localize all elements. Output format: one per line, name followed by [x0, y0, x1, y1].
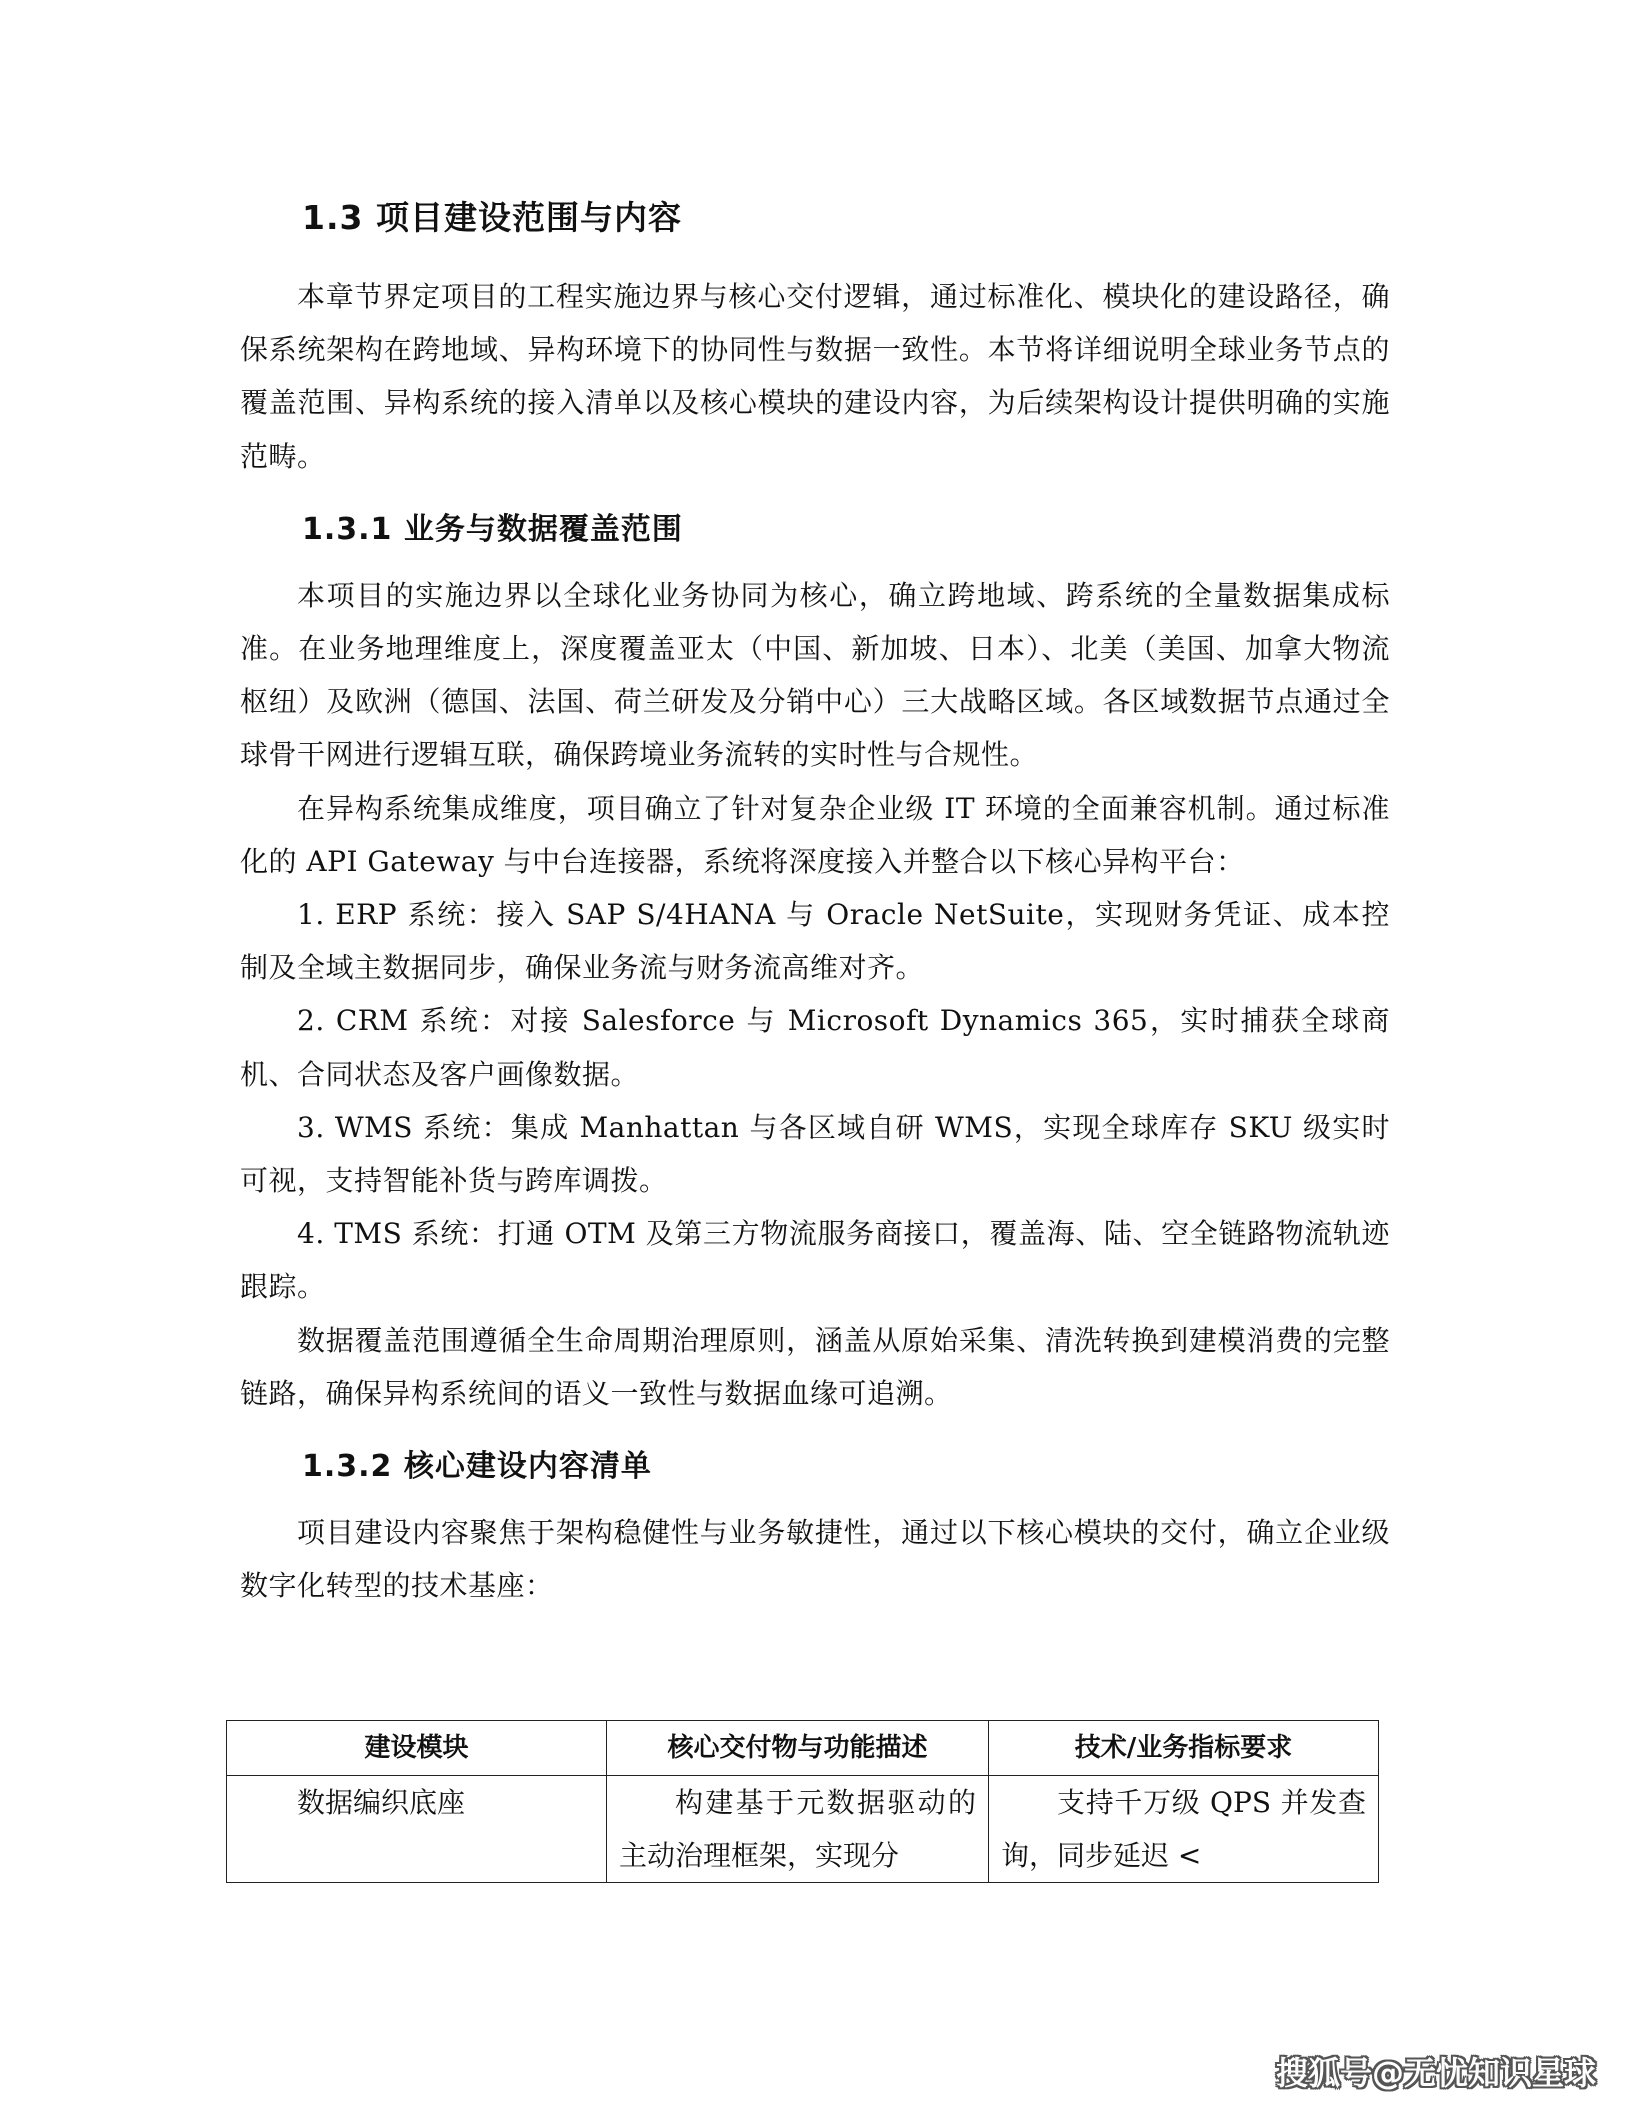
- list-item: 4. TMS 系统：打通 OTM 及第三方物流服务商接口，覆盖海、陆、空全链路物流轨迹跟踪。: [240, 1217, 1390, 1304]
- table-cell-text: 构建基于元数据驱动的主动治理框架，实现分: [619, 1786, 976, 1872]
- deliverables-table: [226, 1720, 1379, 1883]
- section-title: 1.3 项目建设范围与内容: [302, 198, 682, 237]
- watermark: 搜狐号@无忧知识星球: [1275, 2054, 1596, 2092]
- paragraph: 数据覆盖范围遵循全生命周期治理原则，涵盖从原始采集、清洗转换到建模消费的完整链路，确保异构系统间的语义一致性与数据血缘可追溯。: [240, 1323, 1390, 1410]
- paragraph: 本项目的实施边界以全球化业务协同为核心，确立跨地域、跨系统的全量数据集成标准。在业务地理维度上，深度覆盖亚太（中国、新加坡、日本）、北美（美国、加拿大物流枢纽）及欧洲（德国、法国、荷兰研发及分销中心）三大战略区域。各区域数据节点通过全球骨干网进行逻辑互联，确保跨境业务流转的实时性与合规性。: [240, 578, 1390, 772]
- table-cell-text: 支持千万级 QPS 并发查询，同步延迟 <: [1001, 1786, 1366, 1872]
- table-cell: 数据编织底座: [227, 1776, 607, 1883]
- column-header-module: 建设模块: [227, 1721, 607, 1776]
- list-item: 3. WMS 系统：集成 Manhattan 与各区域自研 WMS，实现全球库存 SKU 级实时可视，支持智能补货与跨库调拨。: [240, 1110, 1390, 1198]
- document-body: [240, 188, 1390, 1612]
- paragraph: 项目建设内容聚焦于架构稳健性与业务敏捷性，通过以下核心模块的交付，确立企业级数字化转型的技术基座：: [240, 1516, 1390, 1603]
- list-item: 1. ERP 系统：接入 SAP S/4HANA 与 Oracle NetSuite，实现财务凭证、成本控制及全域主数据同步，确保业务流与财务流高维对齐。: [240, 898, 1390, 985]
- table-row: [227, 1776, 1379, 1883]
- table-header-row: [227, 1721, 1379, 1776]
- column-header-metrics: 技术/业务指标要求: [989, 1721, 1379, 1776]
- column-header-deliverables: 核心交付物与功能描述: [607, 1721, 989, 1776]
- table-cell: [607, 1776, 989, 1883]
- paragraph: 在异构系统集成维度，项目确立了针对复杂企业级 IT 环境的全面兼容机制。通过标准化的 API Gateway 与中台连接器，系统将深度接入并整合以下核心异构平台：: [240, 791, 1390, 878]
- subsection-2-title: 1.3.2 核心建设内容清单: [302, 1449, 652, 1485]
- table-cell: [989, 1776, 1379, 1883]
- section-intro: 本章节界定项目的工程实施边界与核心交付逻辑，通过标准化、模块化的建设路径，确保系统架构在跨地域、异构环境下的协同性与数据一致性。本节将详细说明全球业务节点的覆盖范围、异构系统的接入清单以及核心模块的建设内容，为后续架构设计提供明确的实施范畴。: [240, 280, 1390, 473]
- subsection-1-title: 1.3.1 业务与数据覆盖范围: [302, 511, 683, 547]
- list-item: 2. CRM 系统：对接 Salesforce 与 Microsoft Dynamics 365，实时捕获全球商机、合同状态及客户画像数据。: [240, 1004, 1390, 1091]
